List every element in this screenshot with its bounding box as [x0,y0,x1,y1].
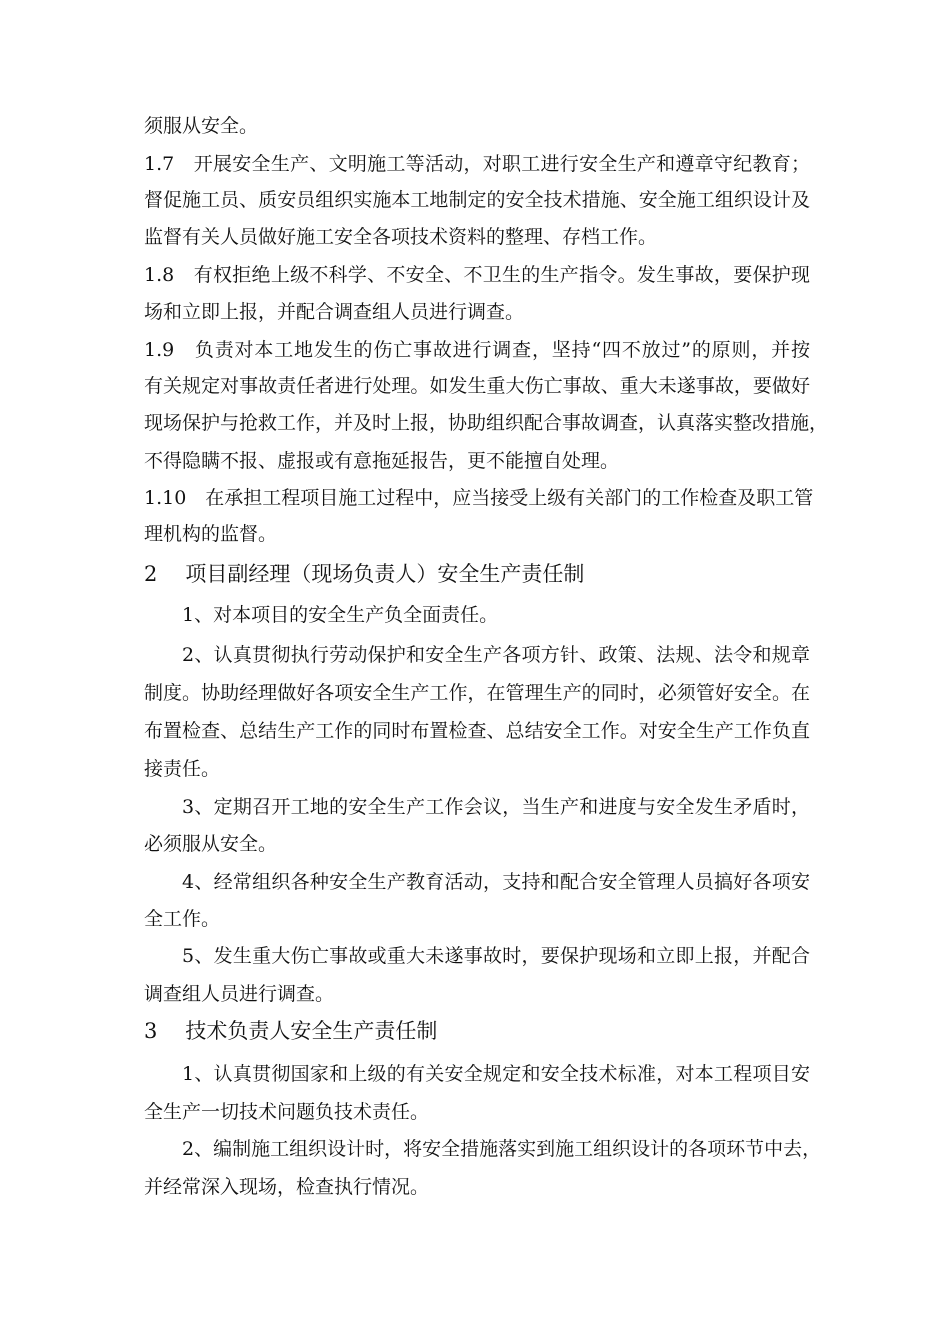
paragraph-line: 督促施工员、质安员组织实施本工地制定的安全技术措施、安全施工组织设计及 [144,189,810,211]
paragraph-line: 1.7 开展安全生产、文明施工等活动，对职工进行安全生产和遵章守纪教育； [144,153,810,175]
paragraph-line: 理机构的监督。 [144,523,278,545]
section-number: 2 [144,562,158,586]
paragraph-line: 5、发生重大伤亡事故或重大未遂事故时，要保护现场和立即上报，并配合 [182,945,810,967]
paragraph-line: 1、对本项目的安全生产负全面责任。 [182,604,499,626]
paragraph-line: 必须服从安全。 [144,833,278,855]
paragraph-line: 并经常深入现场，检查执行情况。 [144,1176,430,1198]
paragraph-line: 4、经常组织各种安全生产教育活动，支持和配合安全管理人员搞好各项安 [182,871,810,893]
paragraph-line: 全工作。 [144,908,221,930]
paragraph-line: 2、认真贯彻执行劳动保护和安全生产各项方针、政策、法规、法令和规章 [182,644,810,666]
paragraph-line: 监督有关人员做好施工安全各项技术资料的整理、存档工作。 [144,226,658,248]
paragraph-line: 调查组人员进行调查。 [144,983,335,1005]
section-number: 3 [144,1019,158,1043]
paragraph-line: 布置检查、总结生产工作的同时布置检查、总结安全工作。对安全生产工作负直 [144,720,810,742]
section-heading-2 [144,560,584,588]
paragraph-line: 1.10 在承担工程项目施工过程中，应当接受上级有关部门的工作检查及职工管 [144,487,814,509]
section-title: 项目副经理（现场负责人）安全生产责任制 [185,562,585,586]
paragraph-line: 不得隐瞒不报、虚报或有意拖延报告，更不能擅自处理。 [144,450,620,472]
paragraph-line: 接责任。 [144,758,221,780]
paragraph-line: 制度。协助经理做好各项安全生产工作，在管理生产的同时，必须管好安全。在 [144,682,810,704]
paragraph-line: 1、认真贯彻国家和上级的有关安全规定和安全技术标准，对本工程项目安 [182,1063,810,1085]
paragraph-line: 1.9 负责对本工地发生的伤亡事故进行调查，坚持“四不放过”的原则，并按 [144,339,810,361]
section-heading-3 [144,1017,437,1045]
paragraph-line: 2、编制施工组织设计时，将安全措施落实到施工组织设计的各项环节中去， [182,1138,822,1160]
paragraph-line: 场和立即上报，并配合调查组人员进行调查。 [144,301,525,323]
paragraph-line: 1.8 有权拒绝上级不科学、不安全、不卫生的生产指令。发生事故，要保护现 [144,264,810,286]
paragraph-line: 全生产一切技术问题负技术责任。 [144,1101,430,1123]
paragraph-line: 现场保护与抢救工作，并及时上报，协助组织配合事故调查，认真落实整改措施， [144,412,829,434]
paragraph-line: 3、定期召开工地的安全生产工作会议，当生产和进度与安全发生矛盾时， [182,796,810,818]
paragraph-line: 有关规定对事故责任者进行处理。如发生重大伤亡事故、重大未遂事故，要做好 [144,375,810,397]
section-title: 技术负责人安全生产责任制 [185,1019,438,1043]
paragraph-line: 须服从安全。 [144,115,259,137]
